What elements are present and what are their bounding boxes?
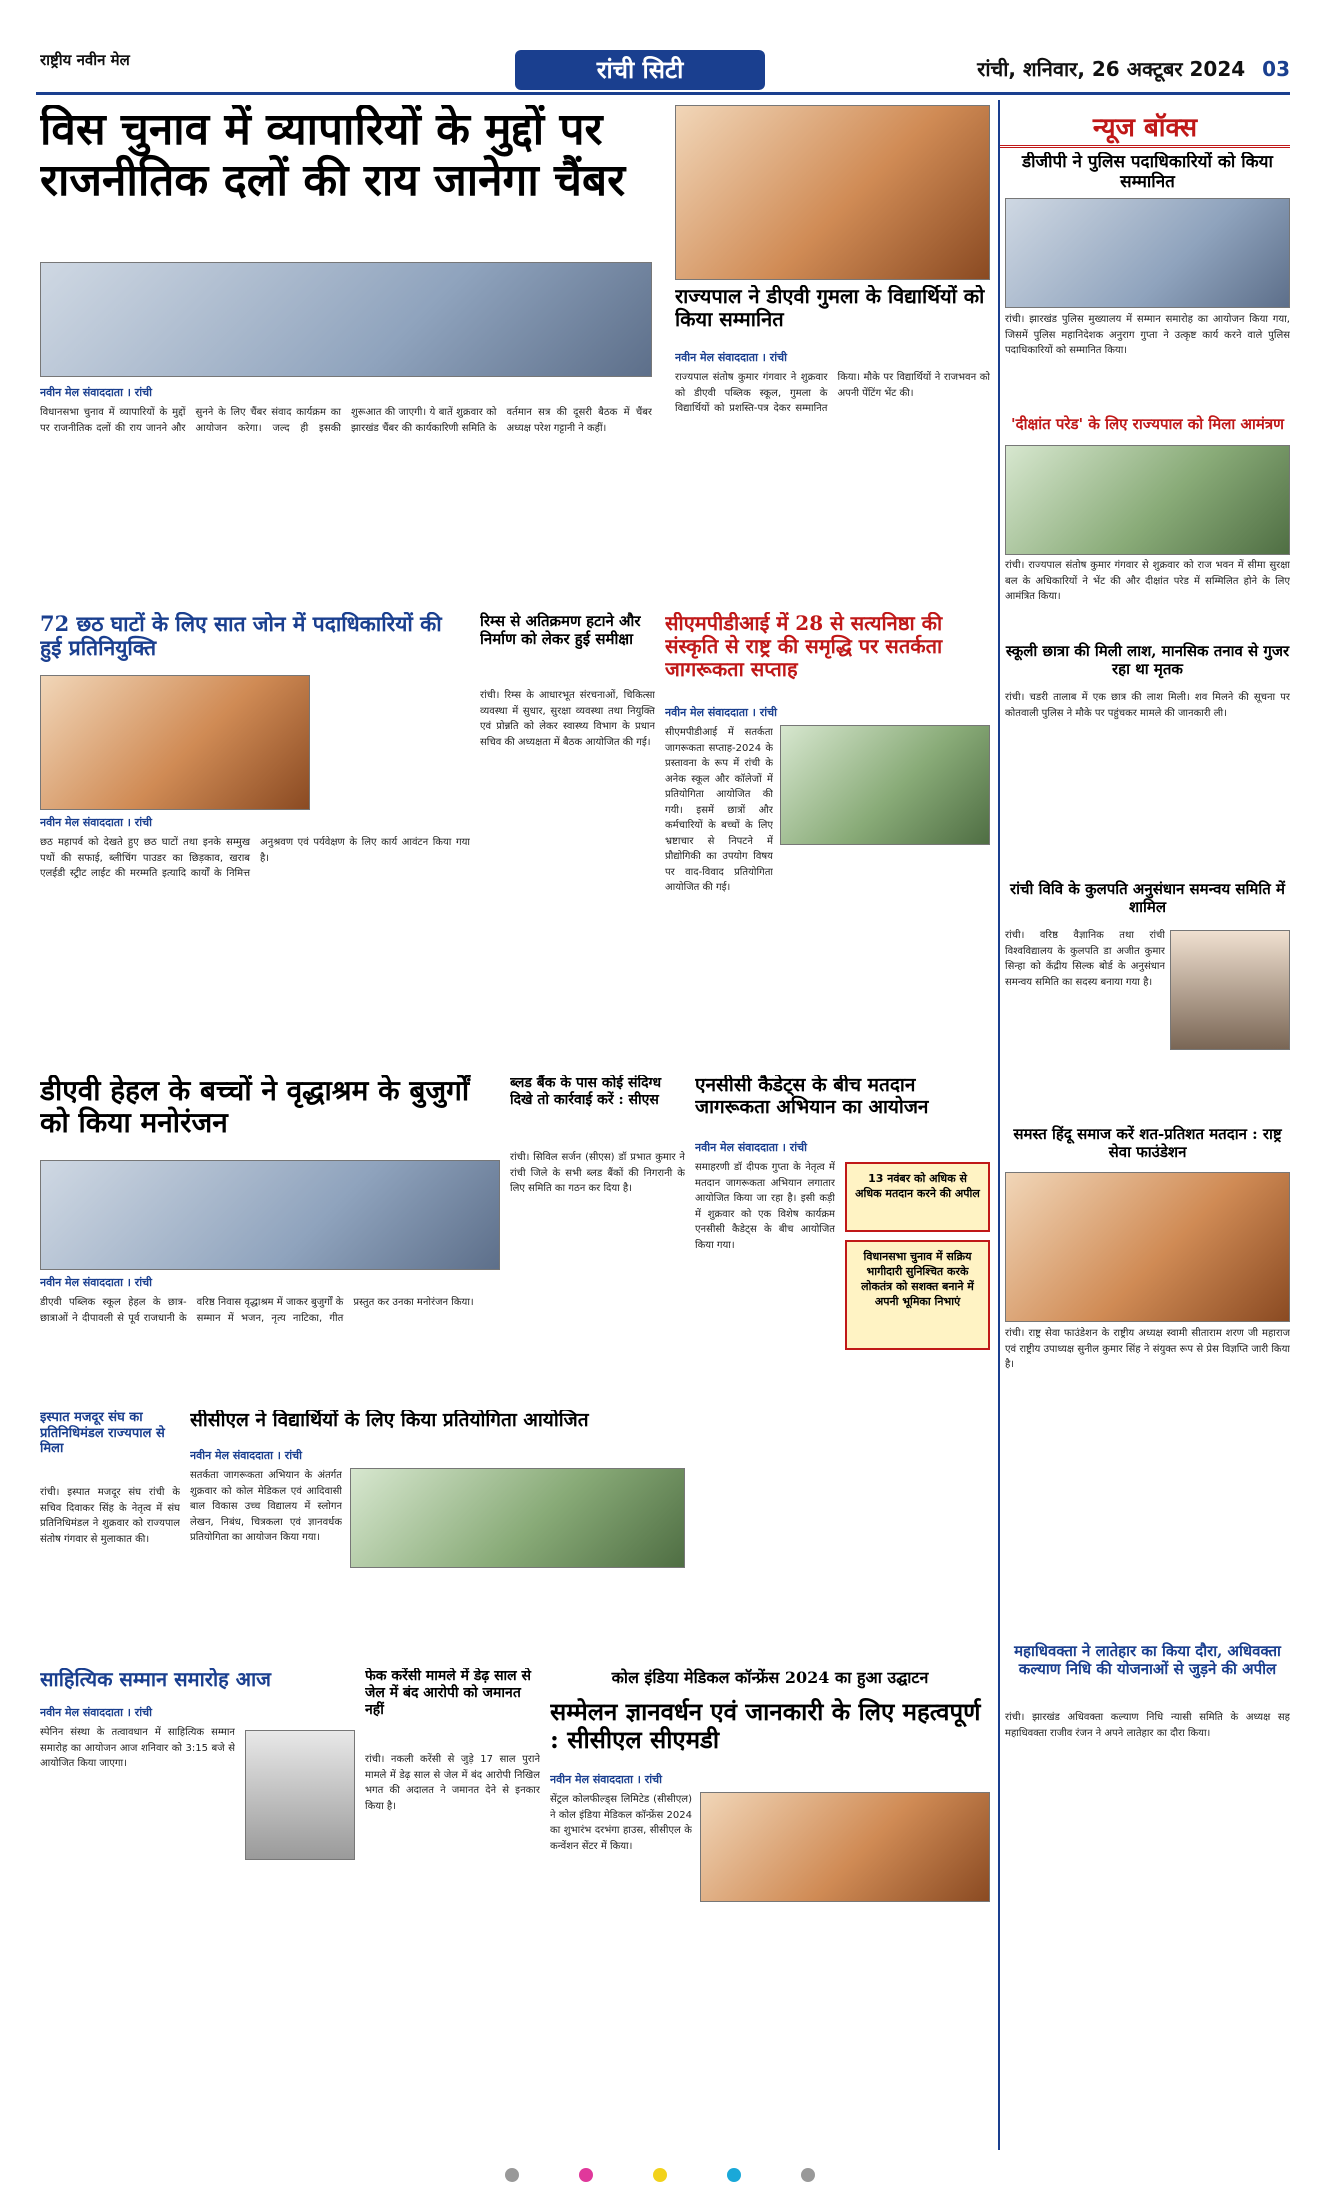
fake-headline: फेक करेंसी मामले में डेढ़ साल से जेल में बंद आरोपी को जमानत नहीं [365, 1668, 532, 1718]
news-box-item-5-body: रांची। राष्ट्र सेवा फाउंडेशन के राष्ट्रीय अध्यक्ष स्वामी सीताराम शरण जी महाराज एवं राष्ट्रीय उपाध्यक्ष सुनील कुमार सिंह ने संयुक्त रूप से प्रेस विज्ञप्ति जारी किया है। [1005, 1328, 1290, 1370]
date-line [890, 55, 1290, 85]
ncc-body: समाहरणी डॉ दीपक गुप्ता के नेतृत्व में मतदान जागरूकता अभियान लगातार आयोजित किया जा रहा है। इसी कड़ी में शुक्रवार को एक विशेष कार्यक्रम एनसीसी कैडेट्स के बीच आयोजित किया गया। [695, 1162, 835, 1251]
news-box-item-3-headline: स्कूली छात्रा की मिली लाश, मानसिक तनाव से गुजर रहा था मृतक [1005, 642, 1290, 678]
news-box-item-2-body: रांची। राज्यपाल संतोष कुमार गंगवार से शुक्रवार को राज भवन में सीमा सुरक्षा बल के अधिकारियों ने भेंट की और दीक्षांत परेड में सम्मिलित होने के लिए आमंत्रित किया। [1005, 560, 1290, 602]
register-dot [579, 2168, 593, 2182]
register-dot [801, 2168, 815, 2182]
sahitya-body: स्पेनिन संस्था के तत्वावधान में साहित्यिक सम्मान समारोह का आयोजन आज शनिवार को 3:15 बजे से आयोजित किया जाएगा। [40, 1727, 235, 1769]
chamber-body: विधानसभा चुनाव में व्यापारियों के मुद्दों पर राजनीतिक दलों की राय जानने और सुनने के लिए चैंबर संवाद कार्यक्रम का आयोजन करेगा। जल्द ही इसकी शुरूआत की जाएगी। ये बातें शुक्रवार को झारखंड चैंबर की कार्यकारिणी समिति के वर्तमान सत्र की दूसरी बैठक में चैंबर अध्यक्ष परेश गट्टानी ने कहीं। [40, 407, 652, 434]
news-box-item-1-photo [1005, 198, 1290, 308]
bank-headline: ब्लड बैंक के पास कोई संदिग्ध दिखे तो कार्रवाई करें : सीएस [510, 1075, 662, 1108]
dav-hehal-body: डीएवी पब्लिक स्कूल हेहल के छात्र-छात्राओं ने दीपावली से पूर्व राजधानी के वरिष्ठ निवास वृद्धाश्रम में जाकर बुजुर्गों के सम्मान में भजन, नृत्य नाटिका, गीत प्रस्तुत कर उनका मनोरंजन किया। [40, 1297, 474, 1324]
print-register-marks [360, 2168, 960, 2188]
rims-headline: रिम्स से अतिक्रमण हटाने और निर्माण को लेकर हुई समीक्षा [480, 612, 641, 648]
news-box-title: न्यूज बॉक्स [1000, 108, 1290, 148]
governor-photo [675, 105, 990, 280]
chhath-headline: 72 छठ घाटों के लिए सात जोन में पदाधिकारियों की हुई प्रतिनियुक्ति [40, 612, 442, 661]
dav-hehal-byline: नवीन मेल संवाददाता । रांची [40, 1276, 152, 1289]
dav-hehal-photo [40, 1160, 500, 1270]
register-dot [727, 2168, 741, 2182]
news-box-item-3-body: रांची। चडरी तालाब में एक छात्र की लाश मिली। शव मिलने की सूचना पर कोतवाली पुलिस ने मौके पर पहुंचकर मामले की जानकारी ली। [1005, 692, 1290, 719]
chamber-photo [40, 262, 652, 377]
coal-india-body: सेंट्रल कोलफील्ड्स लिमिटेड (सीसीएल) ने कोल इंडिया मेडिकल कॉन्फ्रेंस 2024 का शुभारंभ दरभंगा हाउस, सीसीएल के कन्वेंशन सेंटर में किया। [550, 1794, 692, 1852]
coal-india-byline: नवीन मेल संवाददाता । रांची [550, 1773, 662, 1786]
ncc-callout-vote-date: 13 नवंबर को अधिक से अधिक मतदान करने की अपील [845, 1162, 990, 1232]
cmpdi-photo [780, 725, 990, 845]
cmpdi-headline: सीएमपीडीआई में 28 से सत्यनिष्ठा की संस्कृति से राष्ट्र की समृद्धि पर सतर्कता जागरूकता सप्ताह [665, 612, 943, 681]
news-box-item-6-headline: महाधिवक्ता ने लातेहार का किया दौरा, अधिवक्ता कल्याण निधि की योजनाओं से जुड़ने की अपील [1014, 1642, 1281, 1678]
fake-body: रांची। नकली करेंसी से जुड़े 17 साल पुराने मामले में डेढ़ साल से जेल में बंद आरोपी निखिल भगत की अदालत ने जमानत देने से इनकार किया है। [365, 1754, 540, 1812]
governor-byline: नवीन मेल संवाददाता । रांची [675, 351, 787, 364]
governor-headline: राज्यपाल ने डीएवी गुमला के विद्यार्थियों को किया सम्मानित [675, 285, 985, 331]
ccl-comp-byline: नवीन मेल संवाददाता । रांची [190, 1449, 302, 1462]
paper-logo: राष्ट्रीय नवीन मेल [40, 51, 130, 69]
register-dot [505, 2168, 519, 2182]
cmpdi-body: सीएमपीडीआई में सतर्कता जागरूकता सप्ताह-2024 के प्रस्तावना के रूप में रांची के अनेक स्कूल और कॉलेजों में प्रतियोगिता आयोजित की गयी। इसमें छात्रों और कर्मचारियों के बच्चों के लिए भ्रष्टाचार से निपटने में प्रौद्योगिकी का उपयोग विषय पर वाद-विवाद प्रतियोगिता आयोजित की गई। [665, 727, 773, 893]
coal-india-photo [700, 1792, 990, 1902]
news-box-item-2-photo [1005, 445, 1290, 555]
governor-body: राज्यपाल संतोष कुमार गंगवार ने शुक्रवार को डीएवी पब्लिक स्कूल, गुमला के विद्यार्थियों को प्रशस्ति-पत्र देकर सम्मानित किया। मौके पर विद्यार्थियों ने राजभवन को अपनी पेंटिंग भेंट की। [675, 372, 990, 414]
news-box-item-5-photo [1005, 1172, 1290, 1322]
ccl-comp-headline: सीसीएल ने विद्यार्थियों के लिए किया प्रतियोगिता आयोजित [190, 1410, 589, 1431]
rims-body: रांची। रिम्स के आधारभूत संरचनाओं, चिकित्सा व्यवस्था में सुधार, सुरक्षा व्यवस्था तथा नियुक्ति एवं प्रोन्नति को लेकर स्वास्थ्य विभाग के प्रधान सचिव की अध्यक्षता में बैठक आयोजित की गई। [480, 690, 655, 748]
news-box-item-5-headline: समस्त हिंदू समाज करें शत-प्रतिशत मतदान : राष्ट्र सेवा फाउंडेशन [1013, 1125, 1282, 1161]
register-dot [653, 2168, 667, 2182]
chhath-byline: नवीन मेल संवाददाता । रांची [40, 816, 152, 829]
cmpdi-byline: नवीन मेल संवाददाता । रांची [665, 706, 777, 719]
news-box-item-4-portrait [1170, 930, 1290, 1050]
masthead-rule [36, 92, 1290, 95]
union-body: रांची। इस्पात मजदूर संघ रांची के सचिव दिवाकर सिंह के नेतृत्व में संघ प्रतिनिधिमंडल ने शुक्रवार को राज्यपाल संतोष गंगवार से मुलाकात की। [40, 1487, 180, 1545]
chhath-body: छठ महापर्व को देखते हुए छठ घाटों तथा इनके सम्मुख पथों की सफाई, ब्लीचिंग पाउडर का छिड़काव, खराब एलईडी स्ट्रीट लाईट की मरम्मति इत्यादि कार्यों के निमित्त अनुश्रवण एवं पर्यवेक्षण के लिए कार्य आवंटन किया गया है। [40, 837, 470, 879]
sahitya-byline: नवीन मेल संवाददाता । रांची [40, 1706, 152, 1719]
news-box-item-4-headline: रांची विवि के कुलपति अनुसंधान समन्वय समिति में शामिल [1010, 880, 1285, 916]
news-box-item-2-headline: 'दीक्षांत परेड' के लिए राज्यपाल को मिला आमंत्रण [1011, 415, 1284, 433]
chamber-headline: विस चुनाव में व्यापारियों के मुद्दों पर राजनीतिक दलों की राय जानेगा चैंबर [40, 105, 626, 206]
section-tab: रांची सिटी [515, 50, 765, 90]
bank-body: रांची। सिविल सर्जन (सीएस) डॉ प्रभात कुमार ने रांची जिले के सभी ब्लड बैंकों की निगरानी के लिए समिति का गठन कर दिया है। [510, 1152, 685, 1194]
dav-hehal-headline: डीएवी हेहल के बच्चों ने वृद्धाश्रम के बुजुर्गों को किया मनोरंजन [40, 1075, 470, 1140]
ncc-callout-participation: विधानसभा चुनाव में सक्रिय भागीदारी सुनिश्चित करके लोकतंत्र को सशक्त बनाने में अपनी भूमिका निभाएं [845, 1240, 990, 1350]
page-number: 03 [1262, 57, 1290, 81]
sidebar-rule [998, 100, 1000, 2150]
chhath-photo [40, 675, 310, 810]
news-box-item-1-headline: डीजीपी ने पुलिस पदाधिकारियों को किया सम्मानित [1022, 152, 1273, 193]
coal-india-kicker: कोल इंडिया मेडिकल कॉन्फ्रेंस 2024 का हुआ उद्घाटन [611, 1668, 929, 1687]
sahitya-portrait [245, 1730, 355, 1860]
chamber-byline: नवीन मेल संवाददाता । रांची [40, 386, 152, 399]
coal-india-headline: सम्मेलन ज्ञानवर्धन एवं जानकारी के लिए महत्वपूर्ण : सीसीएल सीएमडी [550, 1698, 981, 1754]
news-box-item-1-body: रांची। झारखंड पुलिस मुख्यालय में सम्मान समारोह का आयोजन किया गया, जिसमें पुलिस महानिदेशक अनुराग गुप्ता ने उत्कृष्ट कार्य करने वाले पुलिस पदाधिकारियों को सम्मानित किया। [1005, 314, 1290, 356]
news-box-item-6-body: रांची। झारखंड अधिवक्ता कल्याण निधि न्यासी समिति के अध्यक्ष सह महाधिवक्ता राजीव रंजन ने अपने लातेहार का दौरा किया। [1005, 1712, 1290, 1739]
ncc-byline: नवीन मेल संवाददाता । रांची [695, 1141, 807, 1154]
ncc-headline: एनसीसी कैडेट्स के बीच मतदान जागरूकता अभियान का आयोजन [695, 1075, 929, 1118]
ccl-comp-photo [350, 1468, 685, 1568]
sahitya-headline: साहित्यिक सम्मान समारोह आज [40, 1668, 271, 1691]
news-box-item-4-body: रांची। वरिष्ठ वैज्ञानिक तथा रांची विश्वविद्यालय के कुलपति डा अजीत कुमार सिन्हा को केंद्रीय सिल्क बोर्ड के अनुसंधान समन्वय समिति का सदस्य बनाया गया है। [1005, 930, 1165, 988]
date-text: रांची, शनिवार, 26 अक्टूबर 2024 [977, 57, 1246, 81]
ccl-comp-body: सतर्कता जागरूकता अभियान के अंतर्गत शुक्रवार को कोल मेडिकल एवं आदिवासी बाल विकास उच्च विद्यालय में स्लोगन लेखन, निबंध, चित्रकला एवं ज्ञानवर्धक प्रतियोगिता का आयोजन किया गया। [190, 1470, 342, 1543]
union-headline: इस्पात मजदूर संघ का प्रतिनिधिमंडल राज्यपाल से मिला [40, 1410, 165, 1457]
